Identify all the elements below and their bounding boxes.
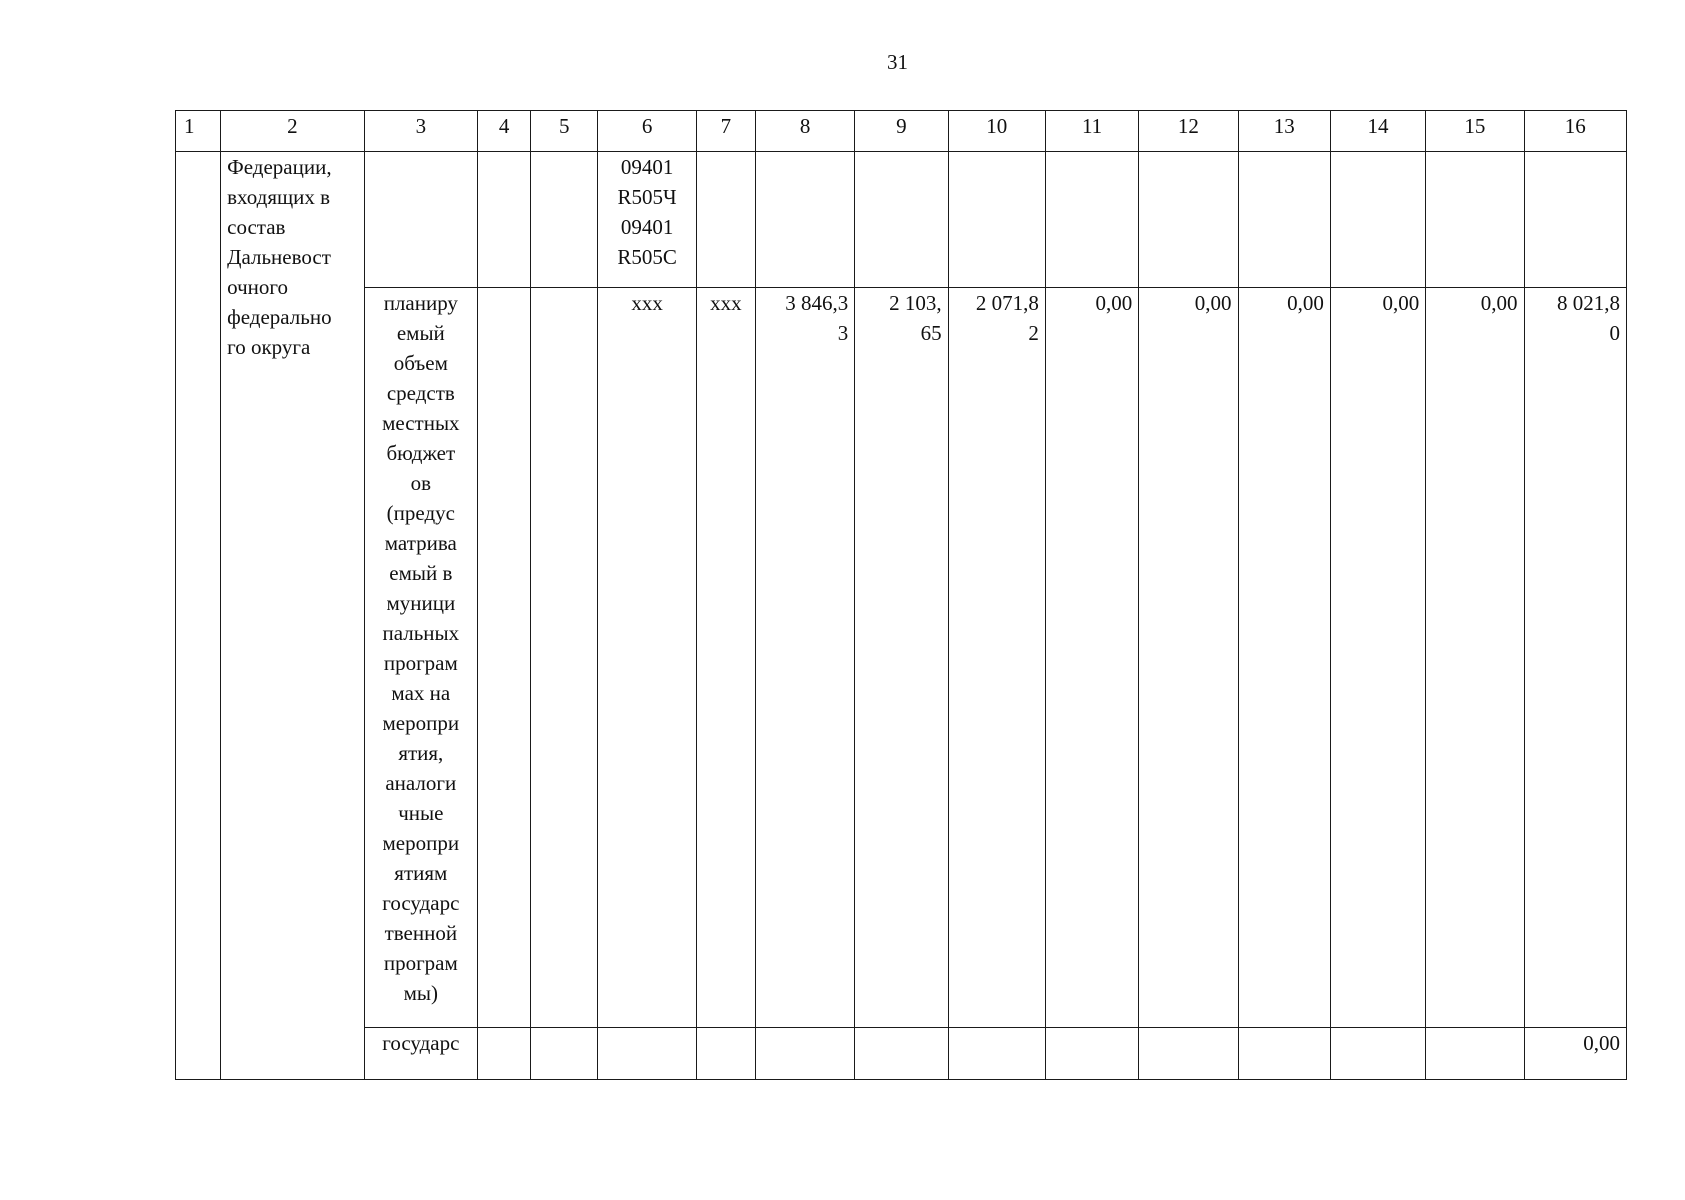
table-cell — [755, 1028, 854, 1080]
header-cell: 11 — [1045, 111, 1138, 152]
table-cell — [176, 152, 221, 1080]
header-cell: 6 — [598, 111, 696, 152]
value-cell: 0,00 — [1238, 288, 1330, 1028]
table-cell — [531, 1028, 598, 1080]
table-cell — [1426, 152, 1524, 288]
value-cell: 2 103, 65 — [855, 288, 948, 1028]
value-cell: ххх — [696, 288, 755, 1028]
table-cell — [755, 152, 854, 288]
header-cell: 8 — [755, 111, 854, 152]
table-cell — [478, 152, 531, 288]
header-cell: 12 — [1139, 111, 1238, 152]
table-cell — [531, 152, 598, 288]
table-row — [176, 288, 1627, 1028]
header-cell: 7 — [696, 111, 755, 152]
table-cell — [531, 288, 598, 1028]
table-cell — [1045, 152, 1138, 288]
header-cell: 15 — [1426, 111, 1524, 152]
value-cell: 0,00 — [1139, 288, 1238, 1028]
header-cell: 4 — [478, 111, 531, 152]
header-cell: 13 — [1238, 111, 1330, 152]
header-cell: 3 — [364, 111, 477, 152]
subject-name-cell: Федерации, входящих в состав Дальневост очного федерально го округа — [221, 152, 364, 1080]
value-cell: ххх — [598, 288, 696, 1028]
header-cell: 14 — [1330, 111, 1425, 152]
table-row — [176, 1028, 1627, 1080]
table-cell — [478, 1028, 531, 1080]
table-cell — [1238, 1028, 1330, 1080]
total-cell: 0,00 — [1524, 1028, 1626, 1080]
header-cell: 10 — [948, 111, 1045, 152]
value-cell: 3 846,3 3 — [755, 288, 854, 1028]
table-cell — [1524, 152, 1626, 288]
table-cell — [948, 152, 1045, 288]
value-cell: 0,00 — [1330, 288, 1425, 1028]
table-cell — [696, 1028, 755, 1080]
table-cell — [478, 288, 531, 1028]
header-cell: 16 — [1524, 111, 1626, 152]
total-cell: 8 021,8 0 — [1524, 288, 1626, 1028]
table-cell — [364, 152, 477, 288]
header-cell: 2 — [221, 111, 364, 152]
table-cell — [1330, 1028, 1425, 1080]
table-cell — [696, 152, 755, 288]
table-cell — [948, 1028, 1045, 1080]
header-cell: 9 — [855, 111, 948, 152]
table-cell — [1045, 1028, 1138, 1080]
header-row — [176, 111, 1627, 152]
funding-description-cell: планиру емый объем средств местных бюджет ов (предус матрива емый в муници пальных програм мах на меропри ятия, аналоги чные меропри ятиям государс твенной програм мы) — [364, 288, 477, 1028]
table-cell — [855, 1028, 948, 1080]
table-cell — [855, 152, 948, 288]
table-cell — [1238, 152, 1330, 288]
table-cell — [1330, 152, 1425, 288]
funding-description-cell: государс — [364, 1028, 477, 1080]
budget-code-cell: 09401 R505Ч 09401 R505С — [598, 152, 696, 288]
budget-table — [175, 110, 1627, 1080]
table-cell — [598, 1028, 696, 1080]
table-row — [176, 152, 1627, 288]
page-number: 31 — [887, 50, 908, 74]
value-cell: 0,00 — [1426, 288, 1524, 1028]
header-cell: 1 — [176, 111, 221, 152]
table-cell — [1139, 1028, 1238, 1080]
table-cell — [1139, 152, 1238, 288]
value-cell: 2 071,8 2 — [948, 288, 1045, 1028]
table-cell — [1426, 1028, 1524, 1080]
value-cell: 0,00 — [1045, 288, 1138, 1028]
header-cell: 5 — [531, 111, 598, 152]
